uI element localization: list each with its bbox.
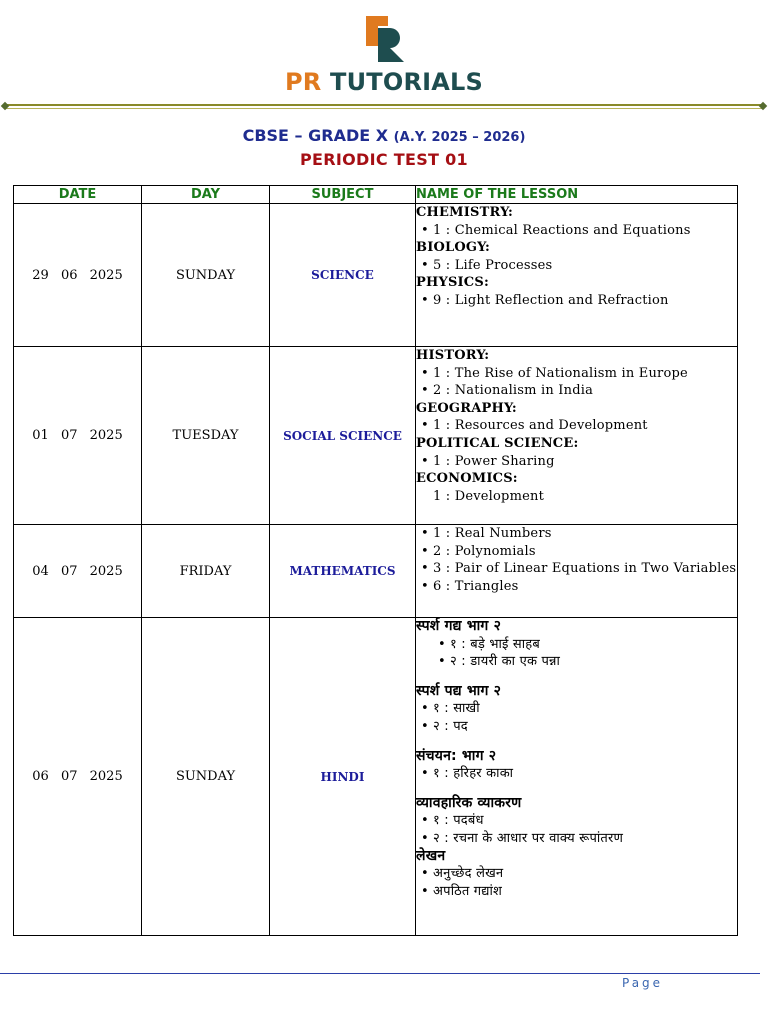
list-item: • अनुच्छेद लेखन	[416, 865, 737, 883]
document-subtitle: PERIODIC TEST 01	[300, 150, 468, 169]
section-title: CHEMISTRY:	[416, 205, 513, 220]
section-title: GEOGRAPHY:	[416, 400, 517, 416]
footer-divider	[0, 973, 760, 974]
lesson-cell	[416, 618, 738, 936]
table-row	[14, 204, 738, 347]
subject-cell: MATHEMATICS	[270, 525, 416, 618]
list-item: • १ : पदबंध	[416, 812, 737, 830]
section-title: ECONOMICS:	[416, 471, 518, 487]
section-title: BIOLOGY:	[416, 240, 491, 256]
list-item: • १ : बड़े भाई साहब	[416, 636, 737, 654]
table-row	[14, 618, 738, 936]
lesson-cell	[416, 347, 738, 525]
col-header-lesson: NAME OF THE LESSON	[416, 186, 738, 204]
brand-logo	[0, 14, 768, 96]
col-header-day: DAY	[142, 186, 270, 204]
list-item: • 6 : Triangles	[416, 578, 737, 596]
col-header-subject: SUBJECT	[270, 186, 416, 204]
list-item: • 2 : Polynomials	[416, 543, 737, 561]
day-cell: SUNDAY	[142, 618, 270, 936]
list-item: • २ : पद	[416, 718, 737, 736]
day-cell: SUNDAY	[142, 204, 270, 347]
date-cell: 04 07 2025	[14, 525, 142, 618]
section-title: HISTORY:	[416, 348, 490, 363]
page-label: Page	[622, 976, 664, 990]
list-item: • अपठित गद्यांश	[416, 883, 737, 901]
list-item: • 5 : Life Processes	[416, 257, 737, 275]
list-item: • 1 : Resources and Development	[416, 417, 737, 435]
list-item: • 2 : Nationalism in India	[416, 382, 737, 400]
list-item: • २ : रचना के आधार पर वाक्य रूपांतरण	[416, 830, 737, 848]
list-item: • 9 : Light Reflection and Refraction	[416, 292, 737, 310]
list-item: 1 : Development	[433, 488, 544, 504]
list-item: • २ : डायरी का एक पन्ना	[416, 653, 737, 671]
subject-cell: SOCIAL SCIENCE	[270, 347, 416, 525]
pr-logo-icon	[360, 14, 408, 64]
day-cell: FRIDAY	[142, 525, 270, 618]
table-row	[14, 525, 738, 618]
section-title: PHYSICS:	[416, 275, 489, 291]
list-item: • 1 : Real Numbers	[416, 525, 737, 543]
list-item: • 1 : Power Sharing	[416, 453, 737, 471]
lesson-cell	[416, 525, 738, 618]
header-divider	[4, 104, 764, 111]
section-title: संचयन: भाग २	[416, 747, 497, 764]
subject-cell: HINDI	[270, 618, 416, 936]
schedule-table	[13, 185, 738, 936]
document-title: CBSE – GRADE X (A.Y. 2025 – 2026)	[242, 126, 526, 145]
date-cell: 29 06 2025	[14, 204, 142, 347]
list-item: • 1 : Chemical Reactions and Equations	[416, 222, 737, 240]
lesson-cell	[416, 204, 738, 347]
day-cell: TUESDAY	[142, 347, 270, 525]
subject-cell: SCIENCE	[270, 204, 416, 347]
section-title: POLITICAL SCIENCE:	[416, 435, 579, 451]
date-cell: 06 07 2025	[14, 618, 142, 936]
brand-name: PR TUTORIALS	[284, 68, 484, 96]
col-header-date: DATE	[14, 186, 142, 204]
section-title: स्पर्श पद्य भाग २	[416, 682, 502, 699]
table-header-row	[14, 186, 738, 204]
list-item: • १ : हरिहर काका	[416, 765, 737, 783]
section-title: स्पर्श गद्य भाग २	[416, 618, 502, 634]
list-item: • १ : साखी	[416, 700, 737, 718]
table-row	[14, 347, 738, 525]
date-cell: 01 07 2025	[14, 347, 142, 525]
list-item: • 1 : The Rise of Nationalism in Europe	[416, 365, 737, 383]
section-title: लेखन	[416, 847, 446, 864]
list-item: • 3 : Pair of Linear Equations in Two Variables	[416, 560, 737, 578]
section-title: व्यावहारिक व्याकरण	[416, 794, 522, 811]
